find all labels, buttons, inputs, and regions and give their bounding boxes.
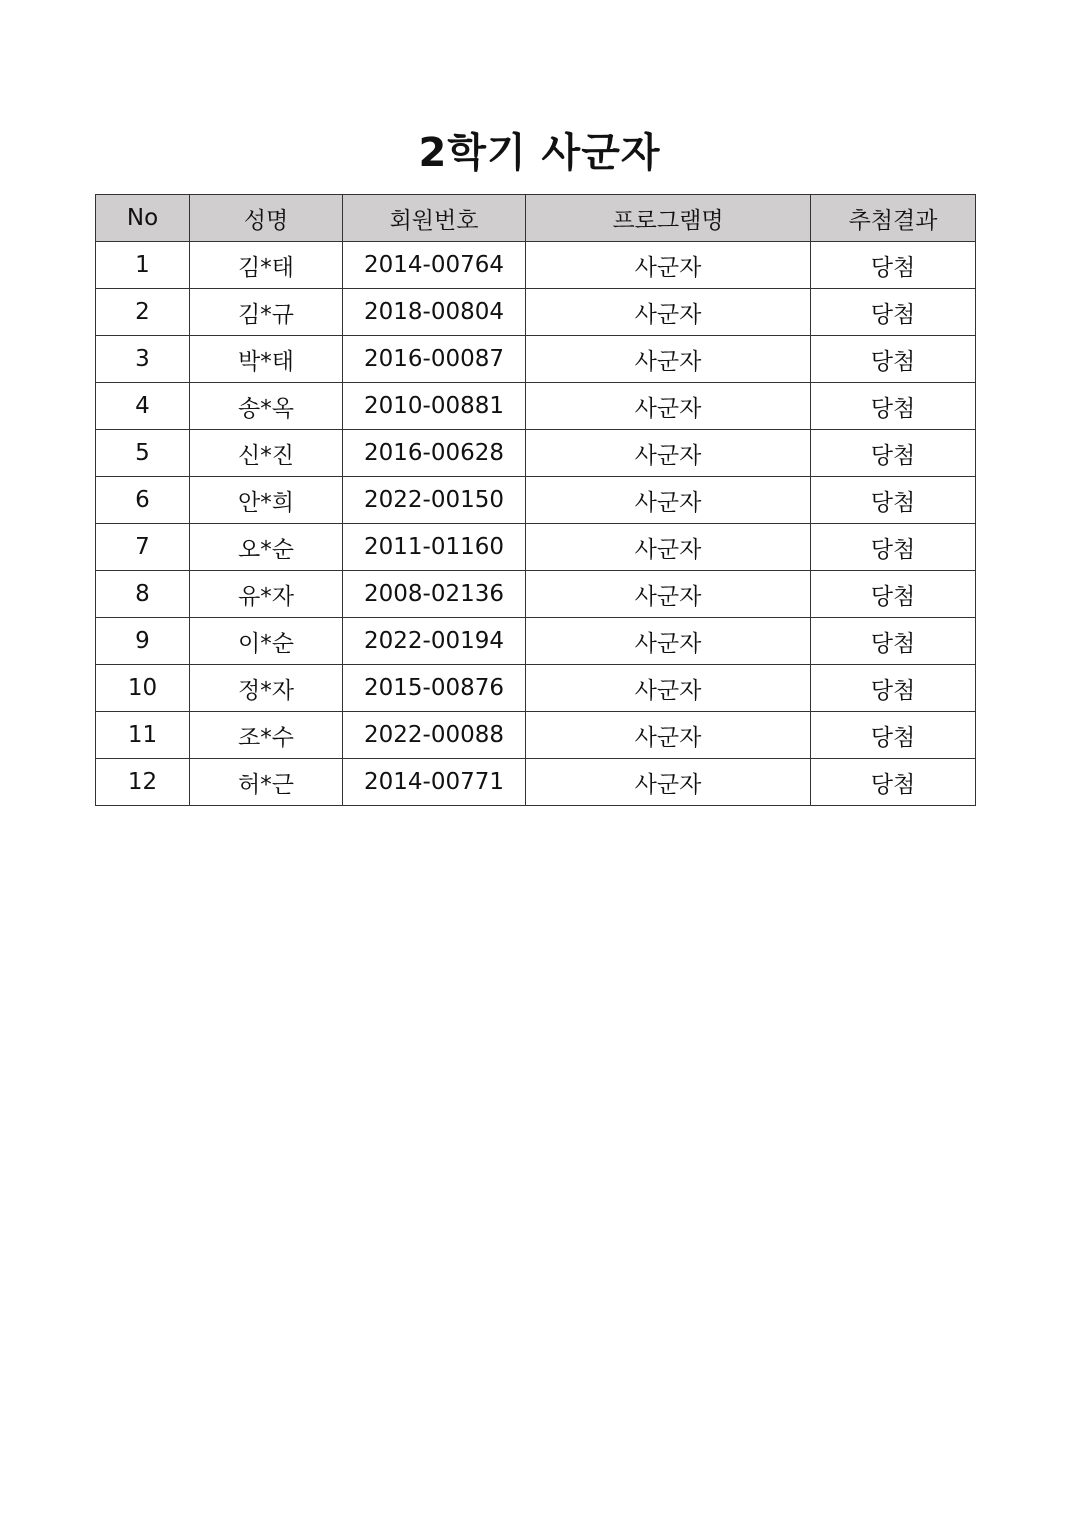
cell-draw-result: 당첨 — [811, 571, 976, 618]
table-row — [96, 571, 976, 618]
cell-member-number: 2008-02136 — [343, 571, 526, 618]
cell-program-name: 사군자 — [526, 712, 811, 759]
cell-program-name: 사군자 — [526, 665, 811, 712]
cell-member-number: 2014-00764 — [343, 242, 526, 289]
table-row — [96, 430, 976, 477]
cell-draw-result: 당첨 — [811, 383, 976, 430]
cell-no: 2 — [96, 289, 190, 336]
cell-name: 송*옥 — [190, 383, 343, 430]
cell-name: 허*근 — [190, 759, 343, 806]
cell-draw-result: 당첨 — [811, 430, 976, 477]
header-program-name: 프로그램명 — [526, 195, 811, 242]
table-row — [96, 618, 976, 665]
cell-draw-result: 당첨 — [811, 289, 976, 336]
cell-draw-result: 당첨 — [811, 618, 976, 665]
cell-draw-result: 당첨 — [811, 665, 976, 712]
cell-member-number: 2016-00628 — [343, 430, 526, 477]
cell-member-number: 2018-00804 — [343, 289, 526, 336]
cell-name: 안*희 — [190, 477, 343, 524]
cell-no: 5 — [96, 430, 190, 477]
cell-program-name: 사군자 — [526, 430, 811, 477]
table-row — [96, 665, 976, 712]
table-row — [96, 336, 976, 383]
cell-draw-result: 당첨 — [811, 524, 976, 571]
cell-name: 조*수 — [190, 712, 343, 759]
cell-no: 11 — [96, 712, 190, 759]
cell-name: 오*순 — [190, 524, 343, 571]
cell-name: 이*순 — [190, 618, 343, 665]
cell-program-name: 사군자 — [526, 242, 811, 289]
cell-no: 4 — [96, 383, 190, 430]
cell-member-number: 2016-00087 — [343, 336, 526, 383]
cell-program-name: 사군자 — [526, 336, 811, 383]
cell-no: 7 — [96, 524, 190, 571]
cell-draw-result: 당첨 — [811, 759, 976, 806]
cell-name: 유*자 — [190, 571, 343, 618]
cell-program-name: 사군자 — [526, 289, 811, 336]
cell-name: 박*태 — [190, 336, 343, 383]
lottery-results-table — [95, 194, 976, 806]
cell-member-number: 2011-01160 — [343, 524, 526, 571]
cell-name: 김*규 — [190, 289, 343, 336]
cell-name: 신*진 — [190, 430, 343, 477]
table-row — [96, 712, 976, 759]
cell-no: 12 — [96, 759, 190, 806]
table-row — [96, 242, 976, 289]
cell-name: 김*태 — [190, 242, 343, 289]
cell-draw-result: 당첨 — [811, 242, 976, 289]
table-row — [96, 289, 976, 336]
cell-no: 1 — [96, 242, 190, 289]
cell-program-name: 사군자 — [526, 618, 811, 665]
page-title: 2학기 사군자 — [418, 129, 661, 176]
header-draw-result: 추첨결과 — [811, 195, 976, 242]
cell-draw-result: 당첨 — [811, 712, 976, 759]
cell-member-number: 2022-00194 — [343, 618, 526, 665]
header-row — [96, 195, 976, 242]
cell-draw-result: 당첨 — [811, 336, 976, 383]
table-row — [96, 759, 976, 806]
header-name: 성명 — [190, 195, 343, 242]
header-member-number: 회원번호 — [343, 195, 526, 242]
cell-member-number: 2015-00876 — [343, 665, 526, 712]
cell-member-number: 2010-00881 — [343, 383, 526, 430]
cell-no: 10 — [96, 665, 190, 712]
cell-member-number: 2022-00150 — [343, 477, 526, 524]
table-row — [96, 477, 976, 524]
cell-no: 3 — [96, 336, 190, 383]
cell-no: 6 — [96, 477, 190, 524]
header-no: No — [96, 195, 190, 242]
cell-program-name: 사군자 — [526, 477, 811, 524]
cell-draw-result: 당첨 — [811, 477, 976, 524]
table-body — [96, 242, 976, 806]
cell-no: 8 — [96, 571, 190, 618]
cell-no: 9 — [96, 618, 190, 665]
cell-member-number: 2022-00088 — [343, 712, 526, 759]
table-header — [96, 195, 976, 242]
cell-program-name: 사군자 — [526, 524, 811, 571]
table-row — [96, 524, 976, 571]
cell-program-name: 사군자 — [526, 571, 811, 618]
cell-program-name: 사군자 — [526, 759, 811, 806]
cell-program-name: 사군자 — [526, 383, 811, 430]
cell-name: 정*자 — [190, 665, 343, 712]
table-row — [96, 383, 976, 430]
cell-member-number: 2014-00771 — [343, 759, 526, 806]
